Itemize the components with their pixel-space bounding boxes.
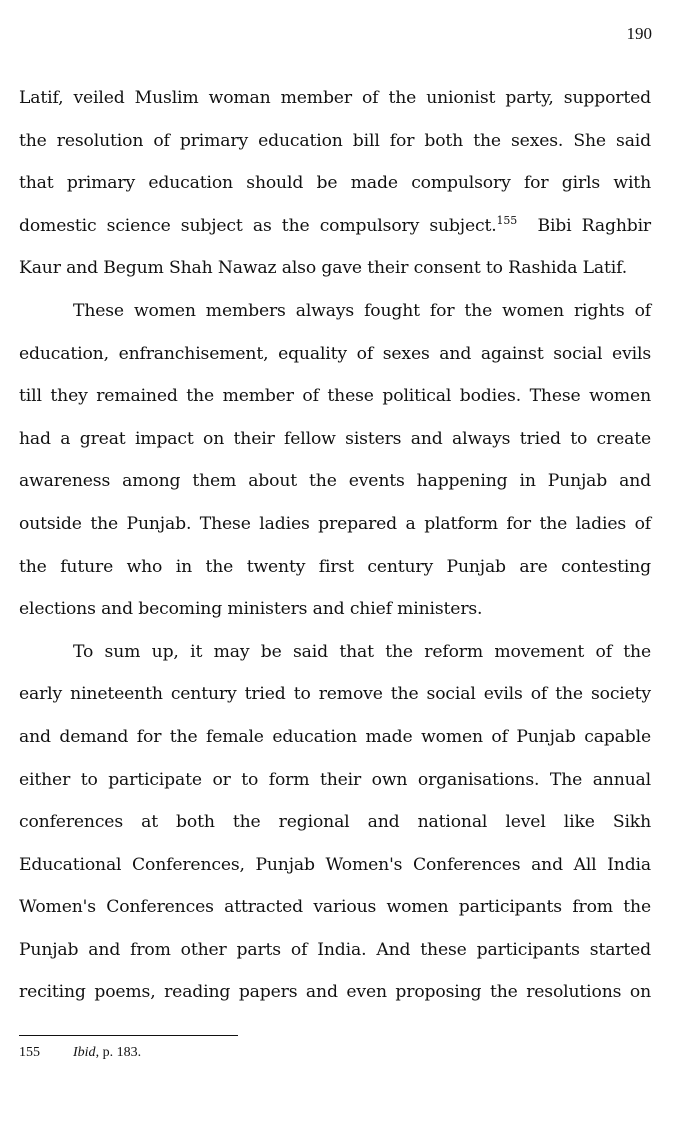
paragraph-first-line: To sum up, it may be said that the reform movement of the — [73, 641, 651, 662]
footnote-number: 155 — [19, 1045, 40, 1060]
text-line: till they remained the member of these political bodies. These women — [19, 386, 651, 407]
text-line: education, enfranchisement, equality of sexes and against social evils — [19, 343, 651, 364]
page-number: 190 — [626, 24, 652, 43]
text-line: awareness among them about the events happening in Punjab and — [19, 471, 651, 492]
text-line: Latif, veiled Muslim woman member of the unionist party, supported — [19, 88, 651, 108]
footnote-separator — [19, 1035, 238, 1036]
text-line: Educational Conferences, Punjab Women's Conferences and All India — [19, 854, 651, 875]
footnote-reference[interactable]: 155 — [496, 213, 518, 227]
text-line: elections and becoming ministers and chief ministers. — [19, 599, 483, 620]
text-line: Women's Conferences attracted various women participants from the — [19, 897, 651, 918]
text-line: reciting poems, reading papers and even proposing the resolutions on — [19, 982, 651, 1003]
body-text — [19, 82, 651, 1019]
paragraph-first-line: These women members always fought for the women rights of — [73, 300, 651, 321]
text-line-with-footnote-ref — [19, 210, 651, 253]
text-segment: Bibi Raghbir — [517, 215, 652, 236]
text-line: that primary education should be made compulsory for girls with — [19, 173, 651, 194]
footnote-source: Ibid — [73, 1045, 96, 1060]
text-line: the resolution of primary education bill for both the sexes. She said — [19, 130, 651, 151]
text-line: Kaur and Begum Shah Nawaz also gave their consent to Rashida Latif. — [19, 258, 628, 279]
text-line: early nineteenth century tried to remove the social evils of the society — [19, 684, 651, 705]
footnote-citation: , p. 183. — [95, 1045, 142, 1060]
text-line: conferences at both the regional and national level like Sikh — [19, 812, 651, 833]
text-line: outside the Punjab. These ladies prepared a platform for the ladies of — [19, 513, 651, 534]
text-line: either to participate or to form their own organisations. The annual — [19, 769, 651, 790]
text-line: Punjab and from other parts of India. And these participants started — [19, 939, 651, 960]
text-segment: domestic science subject as the compulsory subject. — [19, 215, 497, 236]
text-line: the future who in the twenty first century Punjab are contesting — [19, 556, 651, 577]
text-line: and demand for the female education made women of Punjab capable — [19, 726, 651, 747]
footnote — [19, 1045, 141, 1061]
text-line: had a great impact on their fellow sisters and always tried to create — [19, 428, 651, 449]
